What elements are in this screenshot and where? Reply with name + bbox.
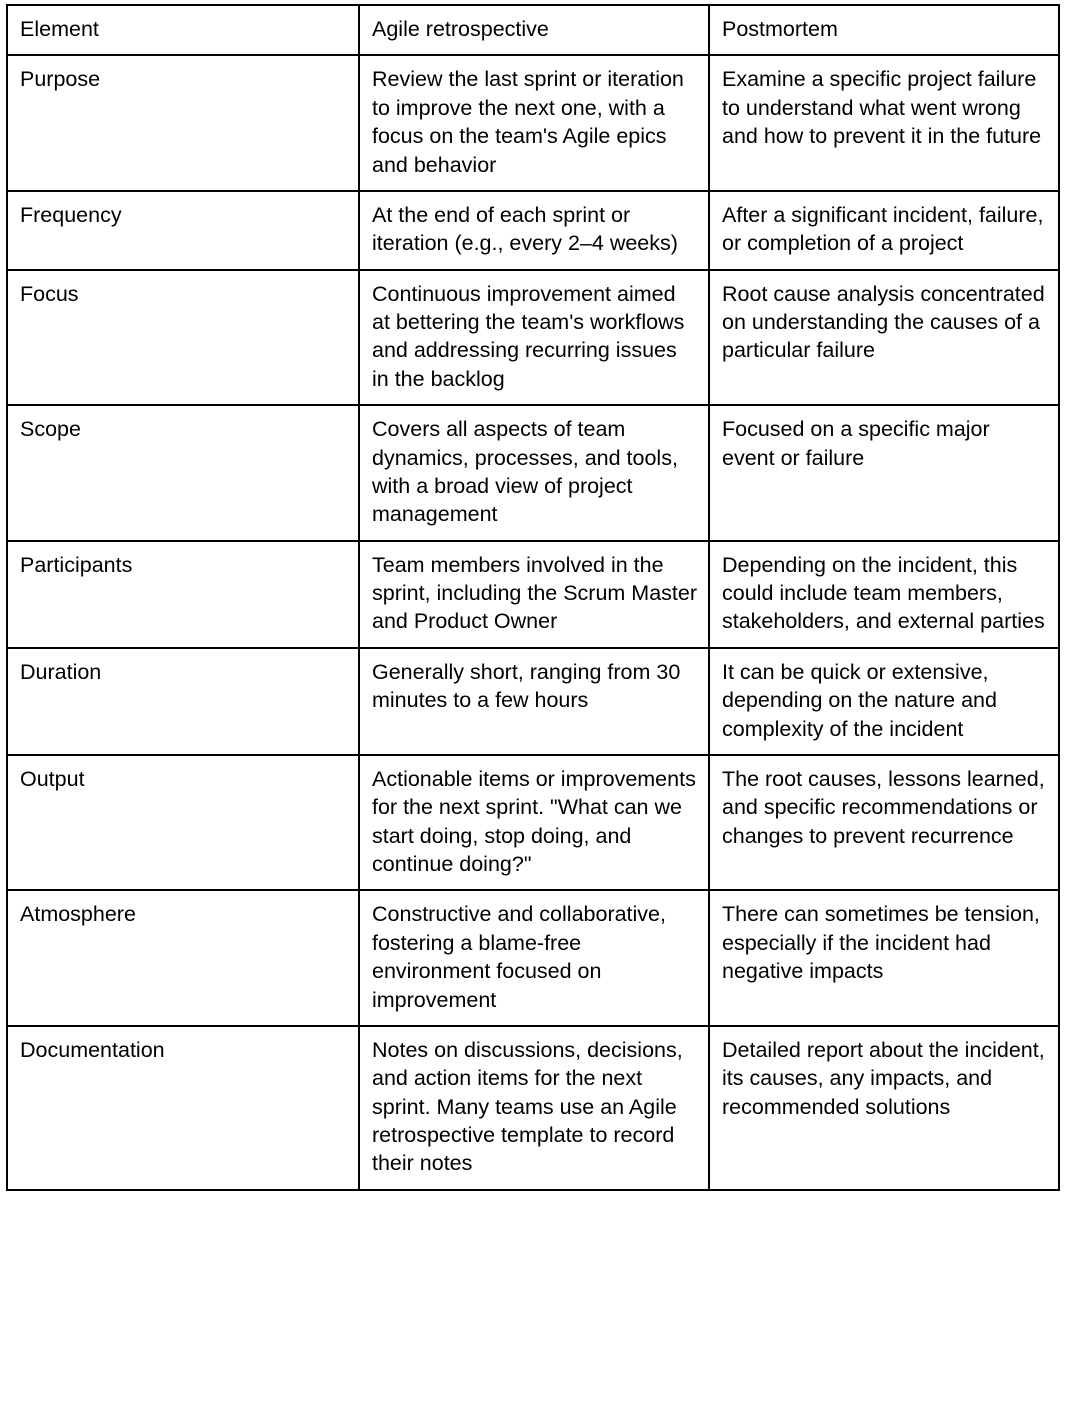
cell-postmortem: The root causes, lessons learned, and specific recommendations or changes to prevent recurrence	[709, 755, 1059, 891]
row-label: Duration	[7, 648, 359, 755]
row-label: Frequency	[7, 191, 359, 270]
cell-postmortem: After a significant incident, failure, or completion of a project	[709, 191, 1059, 270]
table-row	[7, 55, 1059, 191]
row-label: Focus	[7, 270, 359, 406]
cell-postmortem: Depending on the incident, this could include team members, stakeholders, and external parties	[709, 541, 1059, 648]
table-body	[7, 55, 1059, 1189]
row-label: Atmosphere	[7, 890, 359, 1026]
row-label: Documentation	[7, 1026, 359, 1190]
cell-agile: Covers all aspects of team dynamics, processes, and tools, with a broad view of project management	[359, 405, 709, 541]
table-header-row	[7, 5, 1059, 55]
column-header-postmortem: Postmortem	[709, 5, 1059, 55]
cell-agile: Review the last sprint or iteration to improve the next one, with a focus on the team's Agile epics and behavior	[359, 55, 709, 191]
column-header-element: Element	[7, 5, 359, 55]
cell-postmortem: There can sometimes be tension, especially if the incident had negative impacts	[709, 890, 1059, 1026]
cell-agile: At the end of each sprint or iteration (e.g., every 2–4 weeks)	[359, 191, 709, 270]
row-label: Purpose	[7, 55, 359, 191]
table-row	[7, 270, 1059, 406]
cell-postmortem: Detailed report about the incident, its causes, any impacts, and recommended solutions	[709, 1026, 1059, 1190]
cell-postmortem: It can be quick or extensive, depending on the nature and complexity of the incident	[709, 648, 1059, 755]
table-row	[7, 755, 1059, 891]
cell-agile: Generally short, ranging from 30 minutes to a few hours	[359, 648, 709, 755]
cell-agile: Continuous improvement aimed at bettering the team's workflows and addressing recurring issues in the backlog	[359, 270, 709, 406]
table-header	[7, 5, 1059, 55]
cell-agile: Constructive and collaborative, fostering a blame-free environment focused on improvement	[359, 890, 709, 1026]
cell-postmortem: Examine a specific project failure to understand what went wrong and how to prevent it in the future	[709, 55, 1059, 191]
table-row	[7, 648, 1059, 755]
cell-agile: Notes on discussions, decisions, and action items for the next sprint. Many teams use an Agile retrospective template to record their notes	[359, 1026, 709, 1190]
cell-agile: Team members involved in the sprint, including the Scrum Master and Product Owner	[359, 541, 709, 648]
table-row	[7, 541, 1059, 648]
row-label: Participants	[7, 541, 359, 648]
cell-postmortem: Focused on a specific major event or failure	[709, 405, 1059, 541]
agile-vs-postmortem-table	[6, 4, 1060, 1191]
row-label: Scope	[7, 405, 359, 541]
row-label: Output	[7, 755, 359, 891]
table-row	[7, 1026, 1059, 1190]
table-row	[7, 405, 1059, 541]
column-header-agile-retrospective: Agile retrospective	[359, 5, 709, 55]
cell-agile: Actionable items or improvements for the next sprint. "What can we start doing, stop doing, and continue doing?"	[359, 755, 709, 891]
cell-postmortem: Root cause analysis concentrated on understanding the causes of a particular failure	[709, 270, 1059, 406]
table-row	[7, 890, 1059, 1026]
table-row	[7, 191, 1059, 270]
